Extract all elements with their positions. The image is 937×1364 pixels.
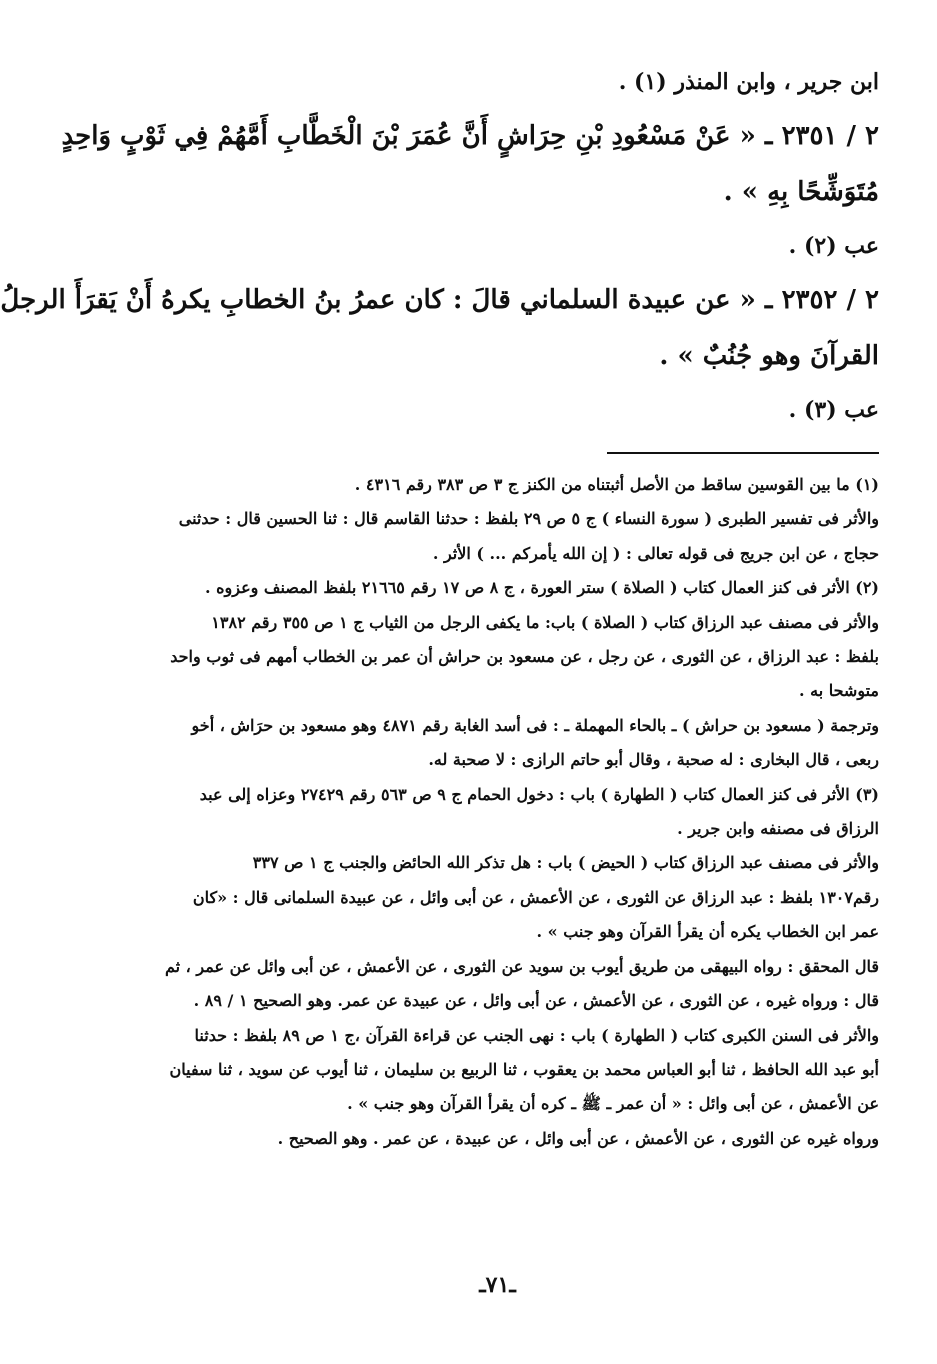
footnote-line: بلفظ : عبد الرزاق ، عن الثورى ، عن رجل ، عن مسعود بن حراش أن عمر بن الخطاب أمهم فى ثوب واحد <box>170 647 879 667</box>
footnote-line: حجاج ، عن ابن جريج فى قوله تعالى : ( إن الله يأمركم ... ) الأثر . <box>432 543 879 563</box>
main-text <box>0 56 879 436</box>
footnote-line: الرزاق فى مصنفه وابن جرير . <box>677 819 879 839</box>
main-line-continuation: ابن جرير ، وابن المنذر (١) . <box>618 69 879 95</box>
footnote-line: والأثر فى السنن الكبرى كتاب ( الطهارة ) باب : نهى الجنب عن قراءة القرآن ،ج ١ ص ٨٩ بلفظ : حدثنا <box>194 1025 879 1045</box>
footnote-line: والأثر فى مصنف عبد الرزاق كتاب ( الحيض ) باب : هل تذكر الله الحائض والجنب ج ١ ص ٣٣٧ <box>252 853 879 873</box>
footnotes <box>108 468 879 1156</box>
footnote-line: (٢) الأثر فى كنز العمال كتاب ( الصلاة ) ستر العورة ، ج ٨ ص ١٧ رقم ٢١٦٦٥ بلفظ المصنف وعزوه . <box>204 578 879 598</box>
footnote-line: عمر ابن الخطاب يكره أن يقرأ القرآن وهو جنب » . <box>536 922 879 942</box>
hadith-2352-reference: عب (٣) . <box>788 397 879 423</box>
footnote-line: قال : ورواه غيره ، عن الثورى ، عن الأعمش ، عن أبى وائل ، عن عبيدة عن عمر. وهو الصحيح ١ / ٨٩ . <box>193 991 879 1011</box>
footnote-line: متوشحا به . <box>798 681 879 701</box>
footnote-line: ورواه غيره عن الثورى ، عن الأعمش ، عن أبى وائل ، عن عبيدة ، عن عمر . وهو الصحيح . <box>277 1128 879 1148</box>
footnote-line: والأثر فى تفسير الطبرى ( سورة النساء ) ج ٥ ص ٢٩ بلفظ : حدثنا القاسم قال : ثنا الحسين قال : حدثنى <box>178 509 879 529</box>
footnote-line: عن الأعمش ، عن أبى وائل : « أن عمر ـ ﷺ ـ كره أن يقرأ القرآن وهو جنب » . <box>347 1094 879 1114</box>
hadith-2351-reference: عب (٢) . <box>788 233 879 259</box>
footnote-line: رقم١٣٠٧ بلفظ : عبد الرزاق عن الثورى ، عن الأعمش ، عن أبى وائل ، عن عبيدة السلمانى قال : «كان <box>192 887 879 907</box>
footnote-line: (٣) الأثر فى كنز العمال كتاب ( الطهارة ) باب : دخول الحمام ج ٩ ص ٥٦٣ رقم ٢٧٤٢٩ وعزاه إلى عبد <box>199 784 879 804</box>
hadith-2352-line-2: القرآنَ وهو جُنُبٌ » . <box>659 341 879 371</box>
footnote-separator <box>607 452 879 454</box>
footnote-line: والأثر فى مصنف عبد الرزاق كتاب ( الصلاة ) باب: ما يكفى الرجل من الثياب ج ١ ص ٣٥٥ رقم ١٣٨٢ <box>211 612 879 632</box>
footnote-line: (١) ما بين القوسين ساقط من الأصل أثبتناه من الكنز ج ٣ ص ٣٨٣ رقم ٤٣١٦ . <box>354 475 879 494</box>
hadith-2351-line-2: مُتَوَشِّحًا بِهِ » . <box>723 177 879 207</box>
footnote-line: قال المحقق : رواه البيهقى من طريق أيوب بن سويد عن الثورى ، عن الأعمش ، عن أبى وائل عن عمر ، ثم <box>164 956 879 976</box>
hadith-2351-line-1: ٢ / ٢٣٥١ ـ « عَنْ مَسْعُودِ بْنِ حِرَاشٍ أَنَّ عُمَرَ بْنَ الْخَطَّابِ أَمَّهُمْ فِي ثَوْبٍ وَاحِدٍ <box>61 121 879 151</box>
page-number: ـ٧١ـ <box>479 1272 516 1298</box>
footnote-line: أبو عبد الله الحافظ ، ثنا أبو العباس محمد بن يعقوب ، ثنا الربيع بن سليمان ، ثنا أيوب عن سويد ، ثنا سفيان <box>169 1059 879 1079</box>
hadith-2352-line-1: ٢ / ٢٣٥٢ ـ « عن عبيدة السلماني قالَ : كان عمرُ بنُ الخطابِ يكرهُ أَنْ يَقرَأَ الرجلُ <box>0 285 879 315</box>
footnote-line: وترجمة ( مسعود بن حراش ) ـ بالحاء المهملة ـ : فى أسد الغابة رقم ٤٨٧١ وهو مسعود بن حرَاش ، أخو <box>191 715 879 735</box>
footnote-line: ربعى ، قال البخارى : له صحبة ، وقال أبو حاتم الرازى : لا صحبة له. <box>428 750 879 770</box>
